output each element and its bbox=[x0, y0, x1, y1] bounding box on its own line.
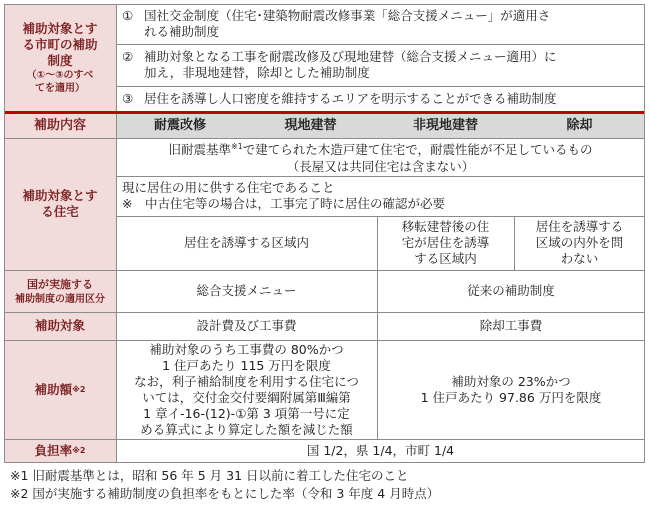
relocation-text: 宅が居住を誘導 bbox=[401, 235, 490, 250]
national-system-comprehensive: 総合支援メニュー bbox=[196, 283, 297, 298]
row-divider bbox=[116, 216, 645, 217]
footnote-mark: ※2 bbox=[72, 384, 86, 394]
subsidy-target-left: 設計費及び工事費 bbox=[196, 318, 297, 333]
table-border-top bbox=[4, 4, 645, 5]
burden-label bbox=[4, 439, 116, 463]
target-housing-relocation bbox=[377, 216, 514, 270]
amount-text: 1 章イ-16-(12)-①第 3 項第一号に定 bbox=[143, 405, 350, 421]
footnote-1: ※1 旧耐震基準とは，昭和 56 年 5 月 31 日以前に着工した住宅のこと bbox=[10, 468, 409, 483]
conditions-label bbox=[4, 4, 116, 111]
condition-text: 加え，非現地建替，除却とした補助制度 bbox=[144, 65, 370, 80]
burden-value: 国 1/2，県 1/4，市町 1/4 bbox=[306, 443, 455, 458]
target-housing-label-line: 補助対象とす bbox=[22, 188, 98, 203]
amount-text: める算式により算定した額を減じた額 bbox=[140, 421, 353, 437]
burden-label-text: 負担率 bbox=[34, 443, 73, 458]
demolition-text: 区域の内外を問 bbox=[535, 235, 624, 250]
row-divider bbox=[116, 176, 645, 177]
condition-text: れる補助制度 bbox=[144, 24, 220, 39]
row-divider bbox=[4, 340, 645, 341]
amount-text: 1 住戸あたり 115 万円を限度 bbox=[162, 357, 331, 373]
condition-text: 補助対象となる工事を耐震改修及び現地建替（総合支援メニュー適用）に bbox=[144, 49, 557, 64]
condition-number: ② bbox=[122, 49, 134, 64]
target-housing-label-line: る住宅 bbox=[41, 204, 79, 219]
relocation-text: 移転建替後の住 bbox=[401, 219, 490, 234]
subsidy-table bbox=[4, 4, 645, 463]
demolition-text: 居住を誘導する bbox=[535, 219, 624, 234]
conditions-label-line: る市町の補助 bbox=[22, 36, 98, 52]
subsidy-target-right: 除却工事費 bbox=[479, 318, 543, 333]
subsidy-amount-right bbox=[377, 340, 645, 439]
table-border-right bbox=[644, 4, 645, 463]
conditions-label-sub: てを適用） bbox=[35, 82, 85, 94]
column-divider bbox=[377, 340, 378, 439]
amount-text: 1 住戸あたり 97.86 万円を限度 bbox=[420, 389, 602, 405]
row-divider bbox=[116, 44, 645, 45]
row-divider bbox=[4, 312, 645, 313]
footnote-mark: ※1 bbox=[230, 142, 243, 152]
footnote-2: ※2 国が実施する補助制度の負担率をもとにした率（令和 3 年度 4 月時点） bbox=[10, 486, 440, 501]
condition-number: ③ bbox=[122, 90, 134, 106]
target-housing-criteria bbox=[116, 138, 645, 176]
row-divider bbox=[4, 439, 645, 440]
national-system-label bbox=[4, 270, 116, 312]
footnotes bbox=[10, 467, 439, 503]
conditions-label-line: 補助対象とす bbox=[22, 20, 98, 36]
target-housing-label bbox=[4, 138, 116, 270]
residence-note: ※ 中古住宅等の場合は，工事完了時に居住の確認が必要 bbox=[122, 196, 445, 211]
condition-number: ① bbox=[122, 8, 134, 23]
row-divider bbox=[4, 138, 645, 139]
conditions-label-sub: （①～③のすべ bbox=[26, 69, 94, 81]
table-border-left bbox=[4, 4, 5, 463]
amount-text: いては，交付金交付要綱附属第Ⅲ編第 bbox=[142, 389, 351, 405]
footnote-mark: ※2 bbox=[72, 446, 86, 455]
target-housing-area: 居住を誘導する区域内 bbox=[183, 235, 309, 250]
subsidy-amount-left bbox=[116, 340, 377, 439]
residence-text: 現に居住の用に供する住宅であること bbox=[122, 180, 335, 195]
subsidy-amount-label-text: 補助額 bbox=[34, 381, 73, 397]
target-housing-demolition bbox=[514, 216, 645, 270]
label-column-divider bbox=[116, 4, 117, 111]
column-divider bbox=[514, 216, 515, 270]
label-column-divider bbox=[116, 114, 117, 463]
column-divider bbox=[377, 216, 378, 340]
criteria-text: 旧耐震基準 bbox=[168, 142, 231, 158]
condition-item-1 bbox=[116, 4, 645, 44]
demolition-text: わない bbox=[560, 251, 599, 266]
amount-text: 補助対象のうち工事費の 80%かつ bbox=[149, 341, 344, 357]
conditions-label-line: 制度 bbox=[47, 52, 73, 68]
header-col-seismic-retrofit: 耐震改修 bbox=[116, 114, 244, 138]
national-system-conventional: 従来の補助制度 bbox=[467, 283, 555, 298]
relocation-text: する区域内 bbox=[414, 251, 477, 266]
criteria-text: で建てられた木造戸建て住宅で，耐震性能が不足しているもの bbox=[242, 142, 593, 158]
section-divider bbox=[4, 111, 645, 114]
subsidy-amount-label bbox=[4, 340, 116, 439]
condition-text: 居住を誘導し人口密度を維持するエリアを明示することができる補助制度 bbox=[144, 90, 557, 106]
row-divider bbox=[4, 270, 645, 271]
header-col-offsite-rebuild: 非現地建替 bbox=[377, 114, 514, 138]
condition-text: 国社交金制度（住宅･建築物耐震改修事業「総合支援メニュー」が適用さ bbox=[144, 8, 551, 23]
row-divider bbox=[116, 86, 645, 87]
subsidy-target-label: 補助対象 bbox=[4, 312, 116, 340]
header-col-demolition: 除却 bbox=[514, 114, 645, 138]
national-system-label-line: 国が実施する bbox=[27, 277, 93, 291]
amount-text: なお，利子補給制度を利用する住宅につ bbox=[134, 373, 359, 389]
target-housing-residence bbox=[116, 176, 645, 216]
table-border-bottom bbox=[4, 462, 645, 463]
national-system-label-line: 補助制度の適用区分 bbox=[15, 293, 105, 305]
condition-item-3 bbox=[116, 86, 645, 111]
amount-text: 補助対象の 23%かつ bbox=[451, 373, 571, 389]
condition-item-2 bbox=[116, 44, 645, 86]
criteria-text: （長屋又は共同住宅は含まない） bbox=[286, 158, 475, 174]
header-label: 補助内容 bbox=[4, 114, 116, 138]
header-col-onsite-rebuild: 現地建替 bbox=[244, 114, 377, 138]
